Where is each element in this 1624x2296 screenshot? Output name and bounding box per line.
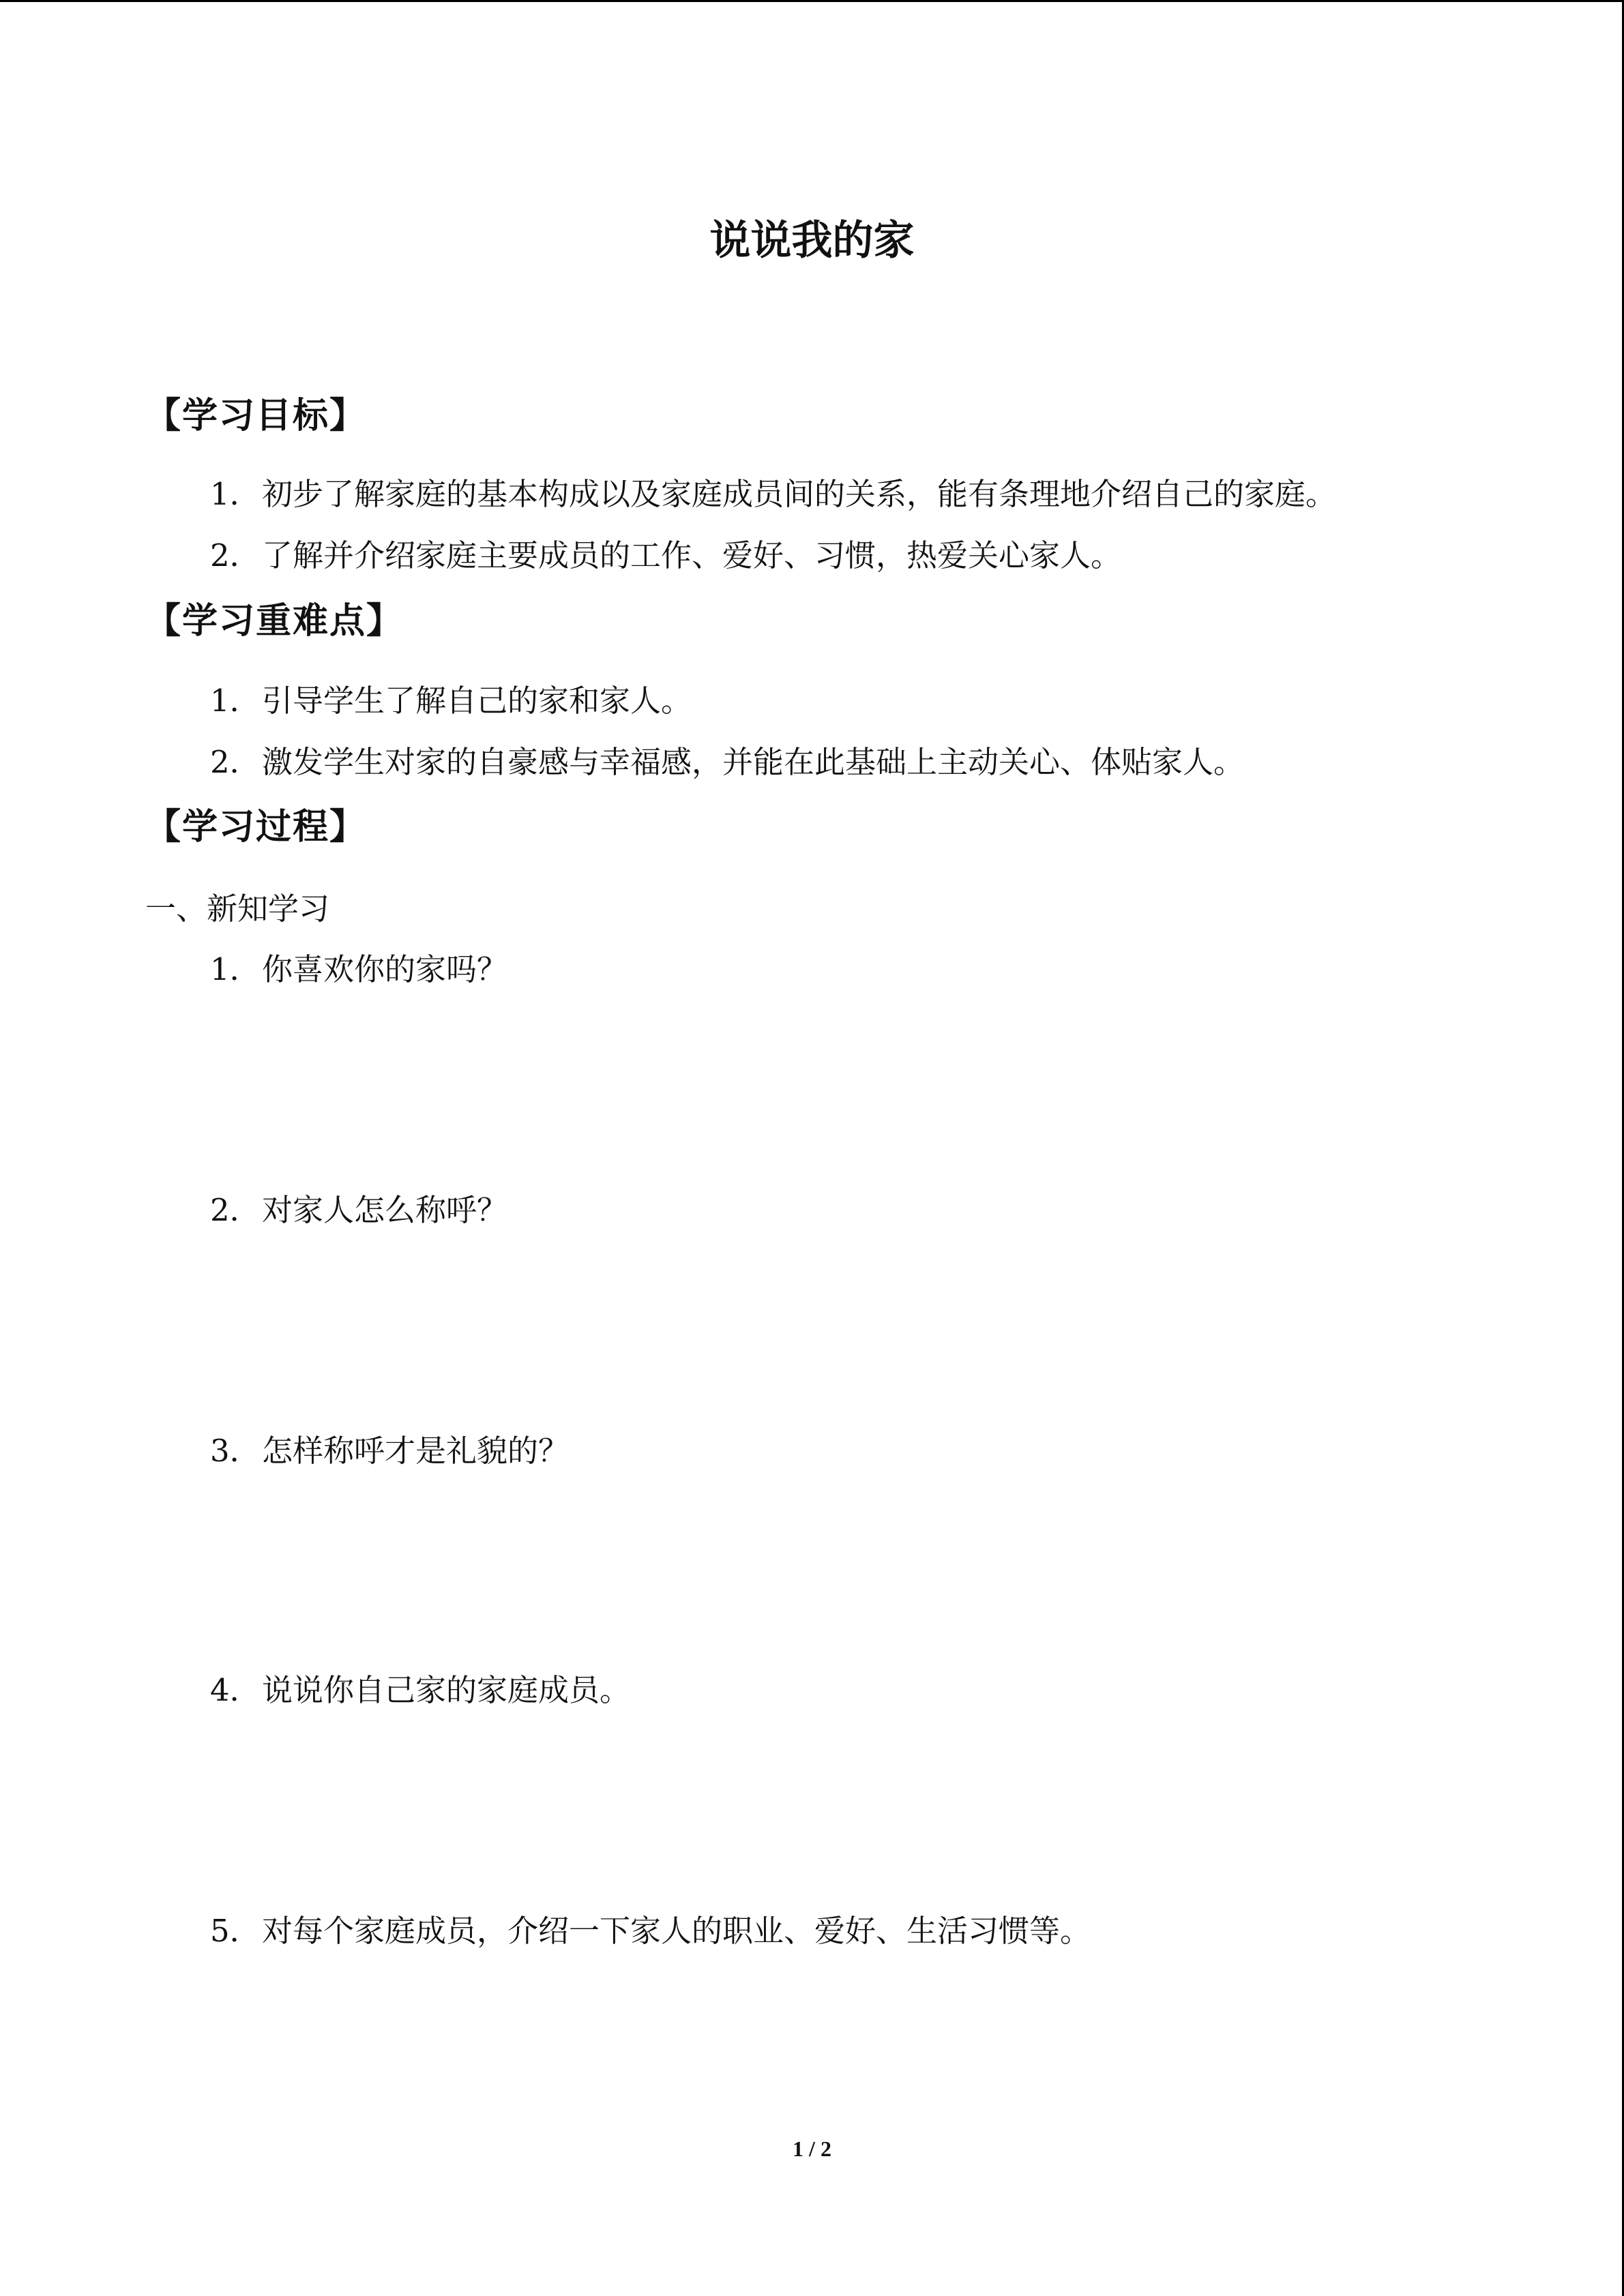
item-number: 1． — [210, 683, 261, 719]
key-point-item-1 — [210, 679, 692, 723]
item-text: 对家人怎么称呼？ — [262, 1192, 508, 1228]
page-title: 说说我的家 — [709, 217, 915, 265]
item-number: 1． — [210, 951, 261, 987]
item-number: 2． — [210, 537, 261, 573]
question-item-4 — [210, 1669, 630, 1712]
section-heading-key-points: 【学习重难点】 — [145, 601, 404, 642]
question-item-5 — [210, 1909, 1091, 1953]
item-text: 说说你自己家的家庭成员。 — [262, 1672, 631, 1708]
key-point-item-2 — [210, 741, 1244, 784]
item-number: 2． — [210, 744, 261, 780]
item-text: 对每个家庭成员，介绍一下家人的职业、爱好、生活习惯等。 — [262, 1913, 1091, 1949]
item-number: 5． — [210, 1913, 261, 1949]
question-item-2 — [210, 1189, 507, 1232]
item-text: 你喜欢你的家吗？ — [262, 951, 508, 987]
subheading-new-knowledge: 一、新知学习 — [145, 891, 330, 927]
goal-item-2 — [210, 534, 1121, 578]
item-number: 2． — [210, 1192, 261, 1228]
item-text: 怎样称呼才是礼貌的？ — [262, 1433, 570, 1469]
item-text: 引导学生了解自己的家和家人。 — [262, 683, 692, 719]
goal-item-1 — [210, 473, 1336, 516]
question-item-1 — [210, 948, 507, 992]
item-text: 初步了解家庭的基本构成以及家庭成员间的关系，能有条理地介绍自己的家庭。 — [262, 476, 1337, 512]
page-number: 1 / 2 — [793, 2136, 831, 2161]
section-heading-goals: 【学习目标】 — [145, 396, 367, 436]
question-item-3 — [210, 1429, 569, 1473]
item-number: 1． — [210, 476, 261, 512]
item-number: 4． — [210, 1672, 261, 1708]
item-text: 激发学生对家的自豪感与幸福感，并能在此基础上主动关心、体贴家人。 — [262, 744, 1245, 780]
item-text: 了解并介绍家庭主要成员的工作、爱好、习惯，热爱关心家人。 — [262, 537, 1122, 573]
item-number: 3． — [210, 1433, 261, 1469]
section-heading-process: 【学习过程】 — [145, 807, 367, 848]
